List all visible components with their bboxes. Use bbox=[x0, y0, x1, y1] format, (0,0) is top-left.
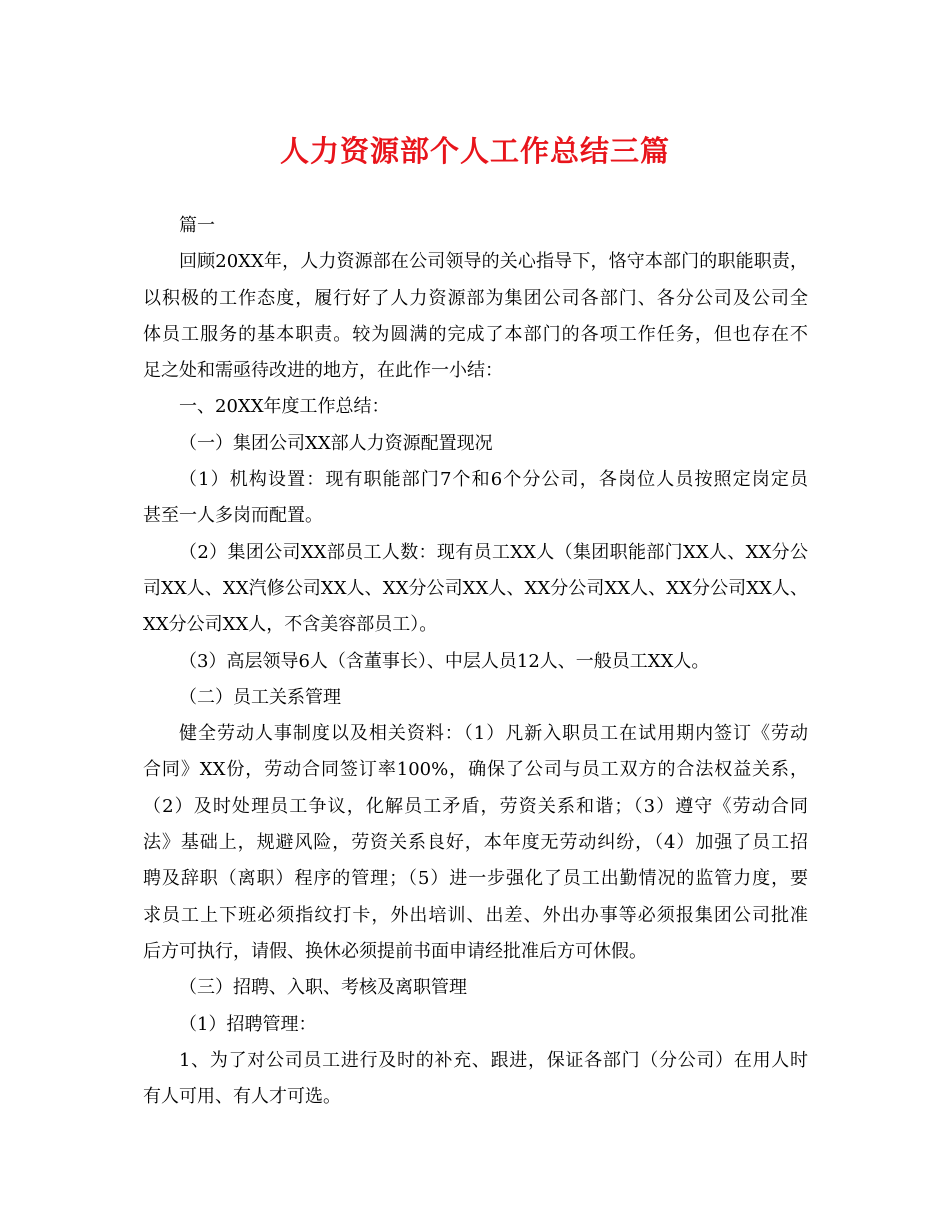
text-line: 求员工上下班必须指纹打卡，外出培训、出差、外出办事等必须报集团公司批准 bbox=[143, 904, 808, 926]
text-line: 篇一 bbox=[179, 215, 215, 236]
text-line: （一）集团公司XX部人力资源配置现况 bbox=[179, 432, 493, 454]
text-line: 一、20XX年度工作总结： bbox=[179, 396, 390, 418]
text-line: 体员工服务的基本职责。较为圆满的完成了本部门的各项工作任务，但也存在不 bbox=[143, 323, 808, 345]
text-line: （二）员工关系管理 bbox=[179, 686, 341, 708]
text-line: （2）集团公司XX部员工人数：现有员工XX人（集团职能部门XX人、XX分公 bbox=[179, 541, 808, 563]
text-line: 健全劳动人事制度以及相关资料：（1）凡新入职员工在试用期内签订《劳动 bbox=[179, 723, 808, 745]
text-line: 足之处和需亟待改进的地方，在此作一小结： bbox=[143, 360, 503, 382]
text-line: （3）高层领导6人（含董事长）、中层人员12人、一般员工XX人。 bbox=[179, 650, 710, 672]
text-line: 合同》XX份，劳动合同签订率100%，确保了公司与员工双方的合法权益关系， bbox=[143, 759, 808, 781]
text-line: 以积极的工作态度，履行好了人力资源部为集团公司各部门、各分公司及公司全 bbox=[143, 287, 808, 309]
text-line: 甚至一人多岗而配置。 bbox=[143, 505, 323, 527]
text-line: XX分公司XX人，不含美容部员工）。 bbox=[143, 614, 438, 636]
text-line: 司XX人、XX汽修公司XX人、XX分公司XX人、XX分公司XX人、XX分公司XX人、 bbox=[143, 577, 808, 599]
text-line: （1）机构设置：现有职能部门7个和6个分公司，各岗位人员按照定岗定员 bbox=[179, 469, 808, 491]
text-line: 法》基础上，规避风险，劳资关系良好，本年度无劳动纠纷，（4）加强了员工招 bbox=[143, 832, 808, 854]
document-title: 人力资源部个人工作总结三篇 bbox=[279, 134, 670, 168]
document-body bbox=[143, 208, 808, 1115]
text-line: （三）招聘、入职、考核及离职管理 bbox=[179, 977, 467, 999]
text-line: 1、为了对公司员工进行及时的补充、跟进，保证各部门（分公司）在用人时 bbox=[179, 1049, 808, 1071]
text-line: 聘及辞职（离职）程序的管理；（5）进一步强化了员工出勤情况的监管力度，要 bbox=[143, 868, 808, 890]
text-line: 有人可用、有人才可选。 bbox=[143, 1086, 341, 1108]
text-line: 回顾20XX年，人力资源部在公司领导的关心指导下，恪守本部门的职能职责， bbox=[179, 251, 808, 273]
text-line: 后方可执行，请假、换休必须提前书面申请经批准后方可休假。 bbox=[143, 940, 647, 962]
text-line: （2）及时处理员工争议，化解员工矛盾，劳资关系和谐；（3）遵守《劳动合同 bbox=[143, 795, 808, 817]
text-line: （1）招聘管理： bbox=[179, 1013, 317, 1035]
